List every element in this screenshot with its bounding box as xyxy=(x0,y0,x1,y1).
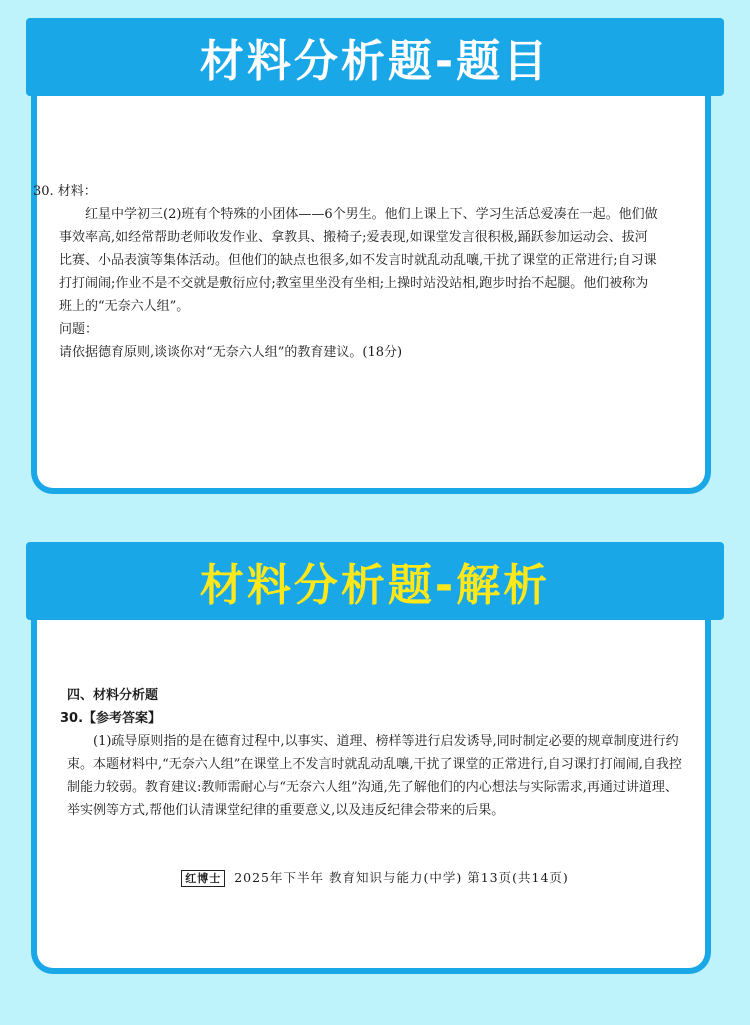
question-heading: 30. 材料： xyxy=(33,184,97,199)
publisher-logo: 红博士 xyxy=(181,870,225,887)
section-heading: 四、材料分析题 xyxy=(67,688,159,703)
question-body xyxy=(33,180,659,364)
question-banner-title: 材料分析题-题目 xyxy=(199,36,551,87)
answer-banner xyxy=(26,542,724,620)
question-label: 问题： xyxy=(59,322,99,337)
answer-text: (1)疏导原则指的是在德育过程中,以事实、道理、榜样等进行启发诱导,同时制定必要的规章制度进行约束。本题材料中,“无奈六人组”在课堂上不发言时就乱动乱嚷,干扰了课堂的正常进行,自习课打打闹闹,自我控制能力较弱。教育建议:教师需耐心与“无奈六人组”沟通,先了解他们的内心想法与实际需求,再通过讲道理、举实例等方式,帮他们认清课堂纪律的重要意义,以及违反纪律会带来的后果。 xyxy=(67,734,682,818)
answer-body xyxy=(60,684,687,822)
question-banner xyxy=(26,18,724,96)
material-text: 红星中学初三(2)班有个特殊的小团体——6个男生。他们上课上下、学习生活总爱凑在一起。他们做事效率高,如经常帮助老师收发作业、拿教具、搬椅子;爱表现,如课堂发言很积极,踊跃参加运动会、拔河比赛、小品表演等集体活动。但他们的缺点也很多,如不发言时就乱动乱嚷,干扰了课堂的正常进行;自习课打打闹闹;作业不是不交就是敷衍应付;教室里坐没有坐相;上操时站没站相,跑步时抬不起腿。他们被称为班上的“无奈六人组”。 xyxy=(59,207,658,314)
question-text: 请依据德育原则,谈谈你对“无奈六人组”的教育建议。(18分) xyxy=(59,345,403,360)
page-footer xyxy=(0,868,750,887)
footer-text: 2025年下半年 教育知识与能力(中学) 第13页(共14页) xyxy=(234,870,569,885)
answer-label: 30.【参考答案】 xyxy=(60,711,162,726)
answer-banner-title: 材料分析题-解析 xyxy=(199,560,551,611)
